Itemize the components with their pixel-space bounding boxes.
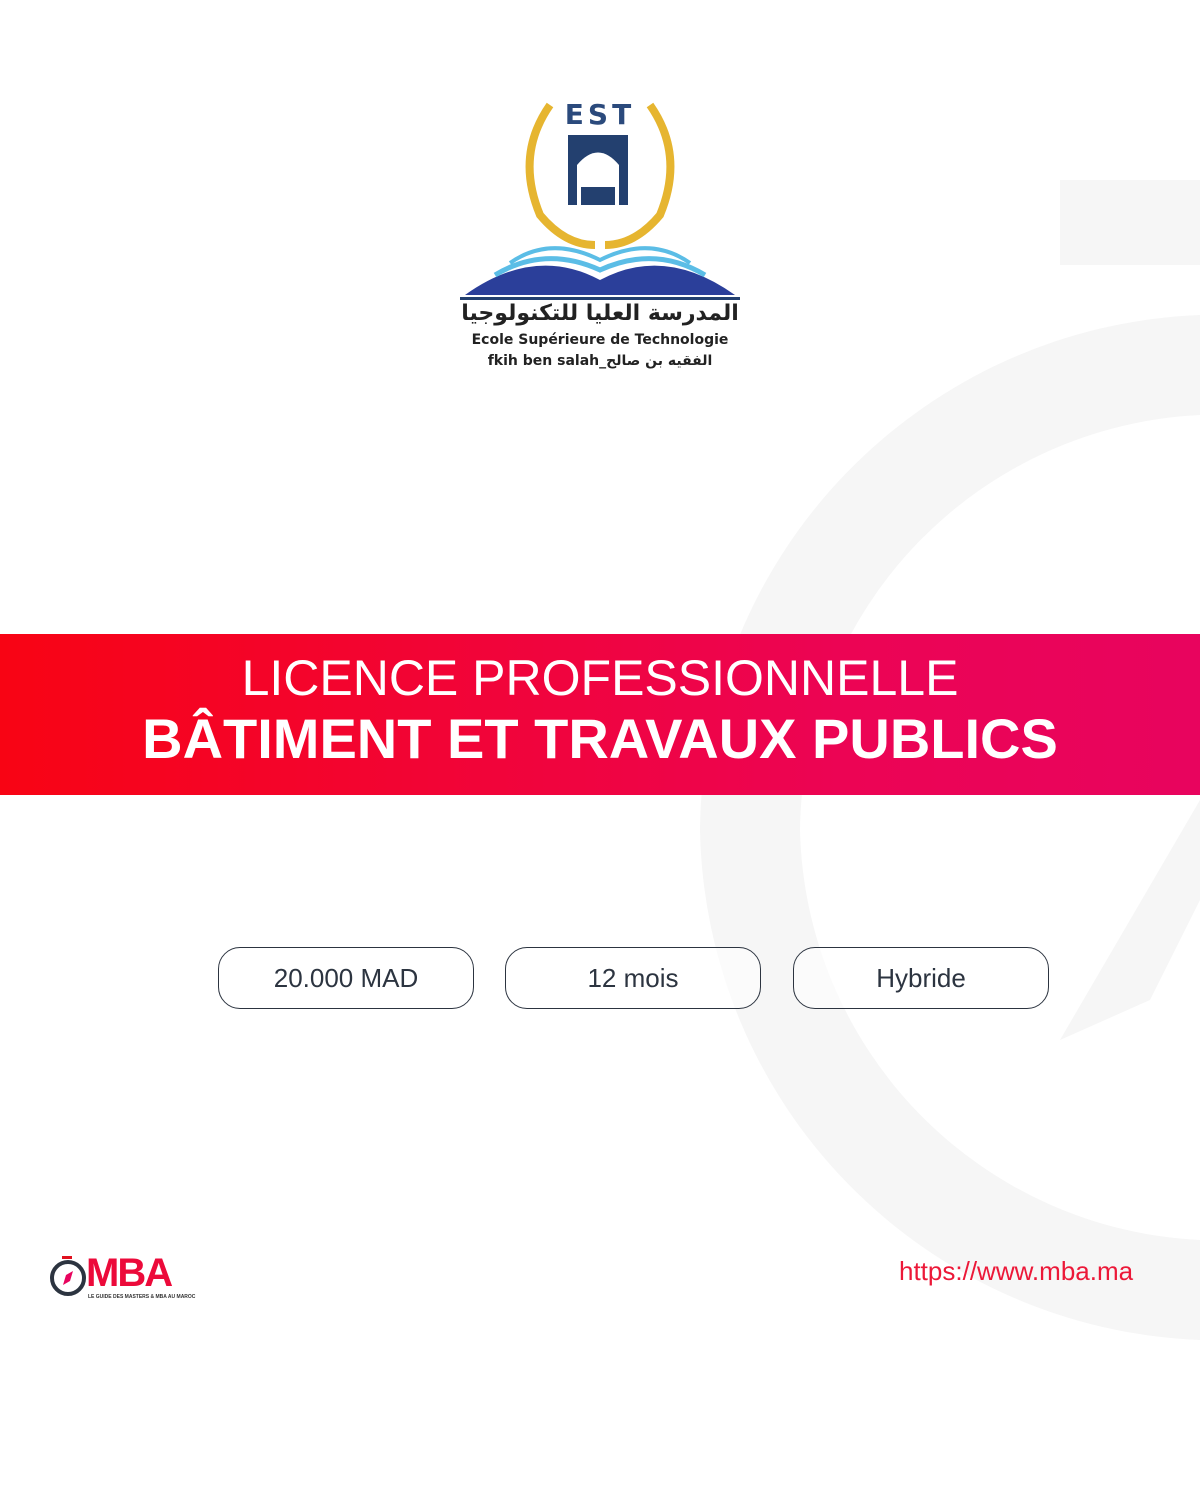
program-type: LICENCE PROFESSIONNELLE xyxy=(241,650,959,706)
school-logo xyxy=(455,95,745,375)
mode-badge: Hybride xyxy=(793,947,1049,1009)
mba-logo xyxy=(48,1251,196,1305)
logo-arabic-name: المدرسة العليا للتكنولوجيا xyxy=(461,301,739,326)
logo-acronym: EST xyxy=(564,98,636,131)
logo-name: Ecole Supérieure de Technologie xyxy=(471,332,729,348)
title-banner xyxy=(0,634,1200,795)
program-title: BÂTIMENT ET TRAVAUX PUBLICS xyxy=(142,707,1058,770)
mba-tagline: LE GUIDE DES MASTERS & MBA AU MAROC xyxy=(88,1294,196,1300)
mba-brand: MBA xyxy=(86,1251,172,1295)
logo-location: fkih ben salah_الفقيه بن صالح xyxy=(487,353,713,369)
website-link[interactable]: https://www.mba.ma xyxy=(899,1256,1134,1286)
duration-badge: 12 mois xyxy=(505,947,761,1009)
compass-icon xyxy=(48,1255,86,1305)
price-badge: 20.000 MAD xyxy=(218,947,474,1009)
